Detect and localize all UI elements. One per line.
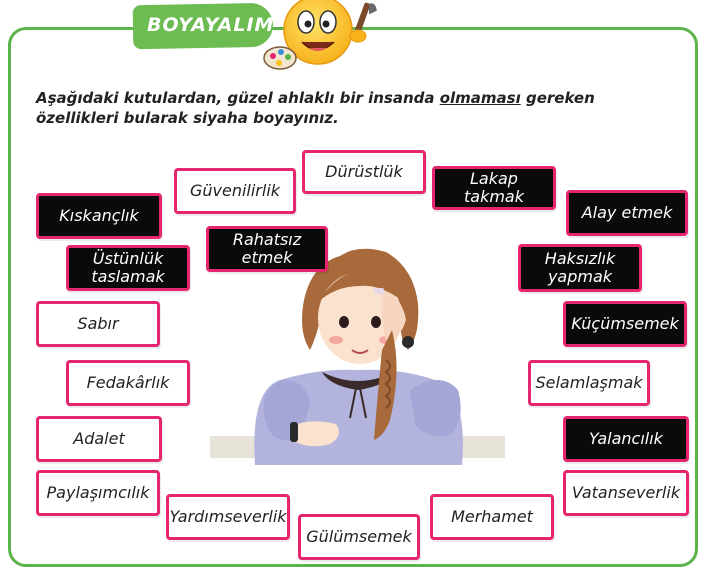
trait-box-selamlasmak[interactable]	[528, 360, 650, 406]
trait-box-yardimseverlik[interactable]	[166, 494, 290, 540]
trait-label: Küçümsemek	[571, 314, 679, 333]
trait-label: Lakap takmak	[464, 169, 524, 206]
trait-box-merhamet[interactable]	[430, 494, 554, 540]
trait-box-haksizlik-yapmak[interactable]	[518, 244, 642, 292]
trait-box-vatanseverlik[interactable]	[563, 470, 689, 516]
instruction-emphasis: olmaması	[439, 89, 521, 107]
trait-box-ustunluk-taslamak[interactable]	[66, 245, 190, 291]
instruction-text	[36, 88, 676, 128]
trait-label: Vatanseverlik	[571, 483, 681, 502]
trait-label: Güvenilirlik	[189, 181, 281, 200]
trait-label: Dürüstlük	[325, 162, 403, 181]
trait-box-paylasimcilik[interactable]	[36, 470, 160, 516]
trait-label: Gülümsemek	[306, 527, 412, 546]
trait-box-rahatsiz-etmek[interactable]	[206, 226, 328, 272]
trait-label: Alay etmek	[581, 203, 673, 222]
trait-label: Kıskançlık	[59, 206, 139, 225]
smiling-sun-mascot-icon	[262, 0, 394, 78]
instruction-part1: Aşağıdaki kutulardan, güzel ahlaklı bir insanda	[36, 89, 440, 107]
trait-label: Selamlaşmak	[535, 373, 643, 392]
trait-box-alay-etmek[interactable]	[566, 190, 688, 236]
trait-label: Yalancılık	[589, 429, 663, 448]
trait-box-fedakarlik[interactable]	[66, 360, 190, 406]
girl-illustration	[210, 240, 505, 465]
trait-label: Haksızlık yapmak	[544, 249, 616, 286]
trait-label: Yardımseverlik	[169, 507, 287, 526]
trait-box-adalet[interactable]	[36, 416, 162, 462]
trait-box-kucumsemek[interactable]	[563, 301, 687, 347]
trait-label: Fedakârlık	[86, 373, 170, 392]
instruction-part2: gereken özellikleri bularak siyaha boyayınız.	[36, 89, 595, 127]
trait-box-sabir[interactable]	[36, 301, 160, 347]
trait-label: Paylaşımcılık	[46, 483, 150, 502]
trait-box-guvenilirlik[interactable]	[174, 168, 296, 214]
trait-box-durustluk[interactable]	[302, 150, 426, 194]
trait-label: Adalet	[73, 429, 125, 448]
page-title: BOYAYALIM	[147, 14, 275, 36]
trait-label: Üstünlük taslamak	[91, 249, 165, 286]
trait-label: Merhamet	[451, 507, 533, 526]
trait-box-yalancilik[interactable]	[563, 416, 689, 462]
trait-box-lakap-takmak[interactable]	[432, 166, 556, 210]
trait-label: Rahatsız etmek	[232, 230, 302, 267]
trait-box-kiskanclik[interactable]	[36, 193, 162, 239]
trait-label: Sabır	[77, 314, 119, 333]
trait-box-gulumsemek[interactable]	[298, 514, 420, 560]
